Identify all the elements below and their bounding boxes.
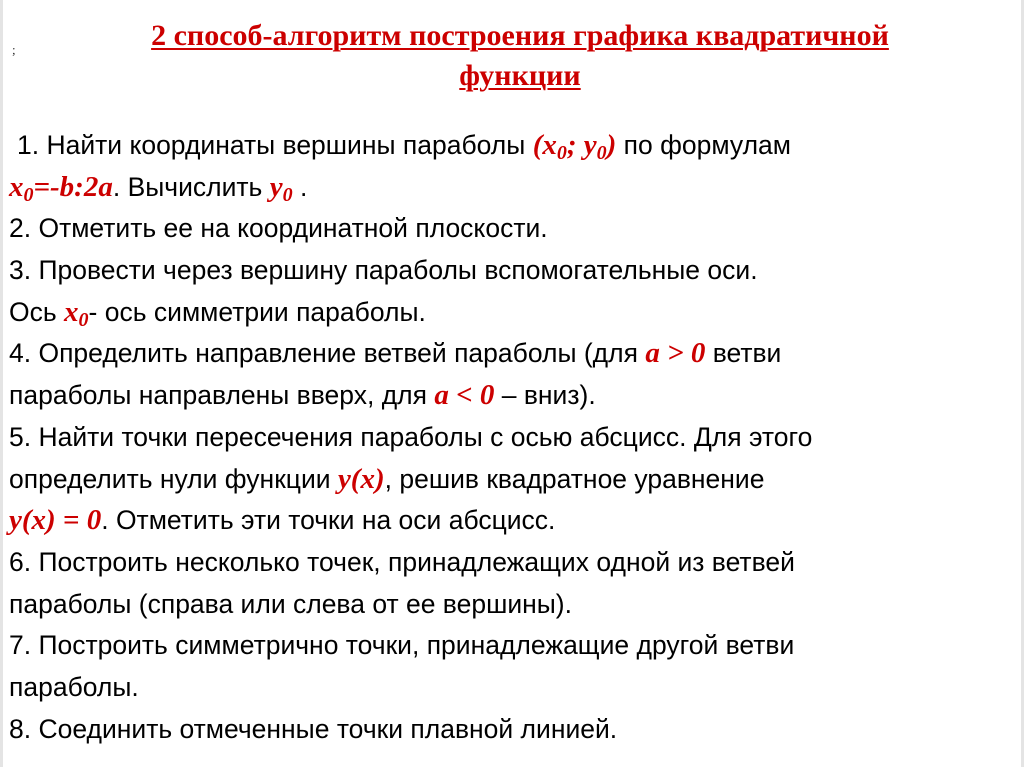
step-3-line-2	[9, 292, 1009, 334]
text: Ось	[9, 296, 65, 327]
a-positive-condition: a > 0	[645, 337, 706, 370]
title-line-1: 2 способ-алгоритм построения графика квадратичной	[151, 19, 889, 52]
step-8: 8. Соединить отмеченные точки плавной линией.	[9, 713, 618, 744]
text: 4. Определить направление ветвей параболы (для	[9, 338, 646, 369]
step-7-line-1: 7. Построить симметрично точки, принадлежащие другой ветви	[9, 630, 795, 661]
step-3-line-1: 3. Провести через вершину параболы вспомогательные оси.	[9, 255, 758, 286]
text: , решив квадратное уравнение	[384, 463, 765, 494]
step-6-line-1: 6. Построить несколько точек, принадлежащих одной из ветвей	[9, 546, 795, 577]
vertex-formula: ($x_0$; $y_0$)	[532, 129, 617, 164]
x0-symbol: $x_0$	[64, 295, 89, 331]
title-line-2: функции	[459, 59, 581, 92]
text: определить нули функции	[9, 463, 338, 494]
text: ветви	[705, 338, 782, 369]
step-5-line-3	[9, 500, 1009, 542]
step-1-line-2	[9, 167, 1009, 209]
text: 1. Найти координаты вершины параболы	[17, 130, 533, 160]
text: .	[292, 171, 308, 202]
text: – вниз).	[494, 380, 596, 411]
step-4-line-1	[9, 333, 1009, 375]
step-4-line-2	[9, 375, 1009, 417]
step-5-line-1: 5. Найти точки пересечения параболы с осью абсцисс. Для этого	[9, 421, 813, 452]
algorithm-steps	[9, 125, 1009, 750]
step-7-line-2: параболы.	[9, 671, 139, 702]
y0-formula: $y_0$	[269, 170, 293, 206]
slide-title	[60, 16, 980, 96]
text: по формулам	[616, 130, 792, 160]
equation-y-zero: y(x) = 0	[9, 504, 102, 537]
slide-marker: ;	[12, 42, 16, 57]
left-border	[0, 0, 3, 767]
text: - ось симметрии параболы.	[88, 296, 426, 327]
text: . Вычислить	[112, 171, 270, 202]
step-2: 2. Отметить ее на координатной плоскости.	[9, 213, 548, 244]
x0-formula: $x_0=-b:2a$	[9, 170, 113, 206]
step-1-line-1	[9, 125, 1009, 167]
text: . Отметить эти точки на оси абсцисс.	[101, 505, 556, 536]
step-5-line-2	[9, 459, 1009, 501]
y-of-x: y(x)	[337, 462, 385, 495]
step-6-line-2: параболы (справа или слева от ее вершины).	[9, 588, 572, 619]
a-negative-condition: a < 0	[434, 379, 495, 412]
text: параболы направлены вверх, для	[9, 380, 435, 411]
